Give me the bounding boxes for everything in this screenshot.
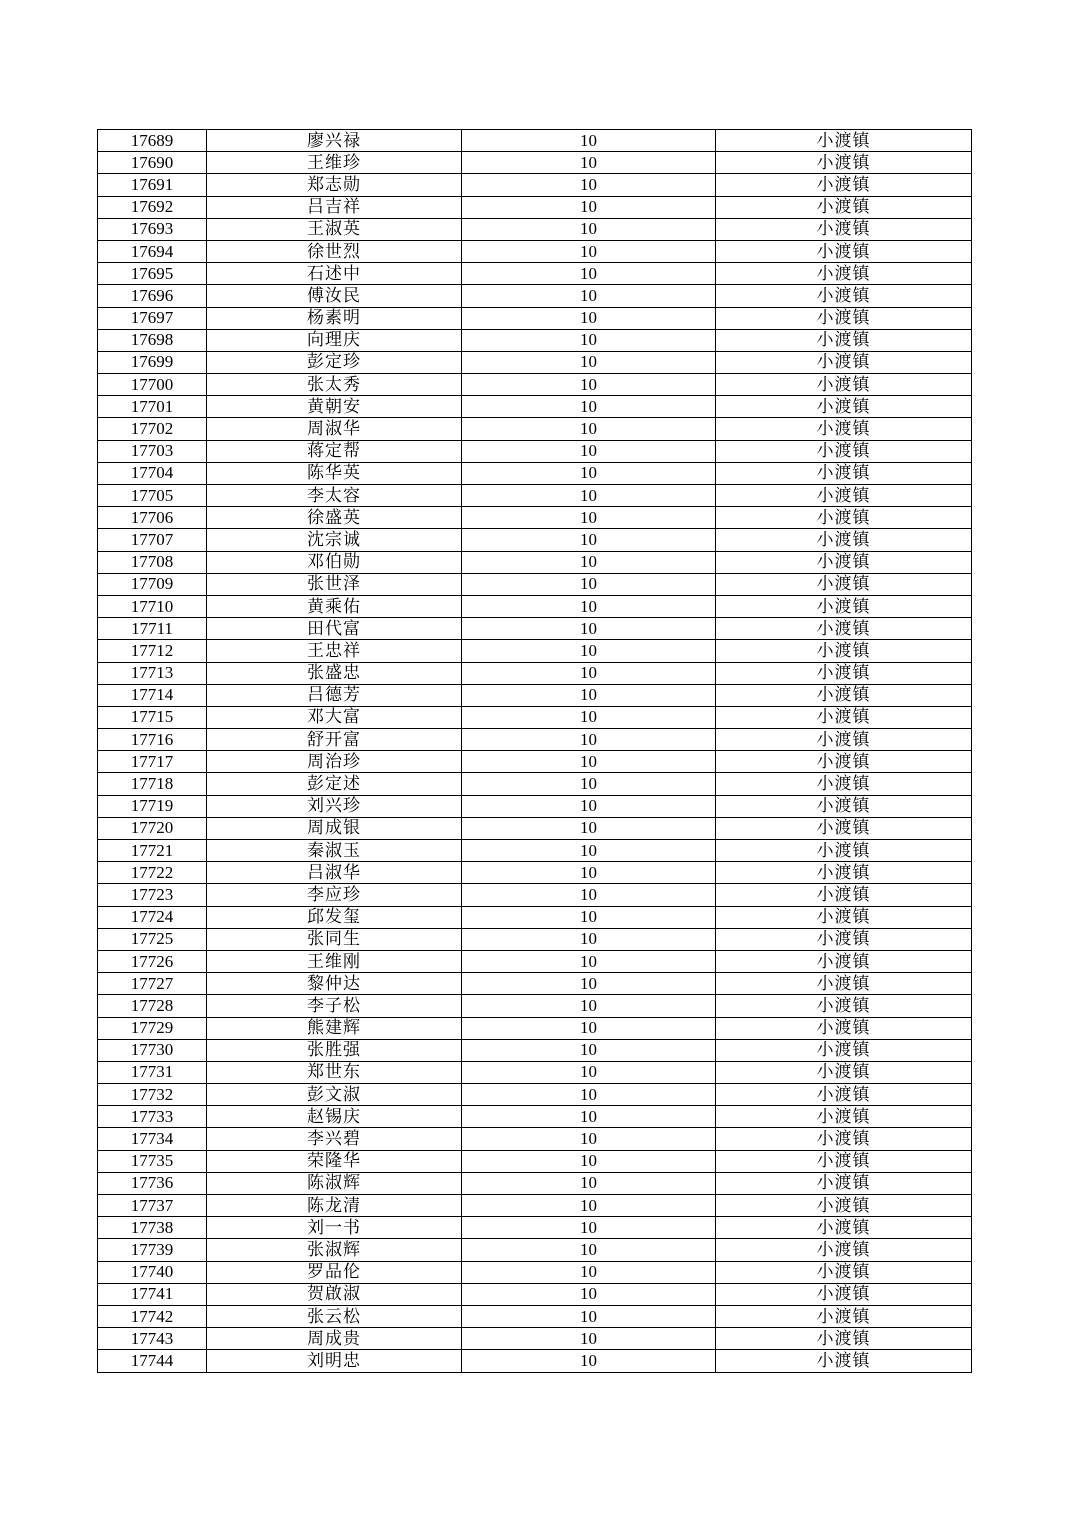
- serial-number-cell: 17709: [98, 573, 207, 595]
- town-cell: 小渡镇: [716, 485, 972, 507]
- serial-number-cell: 17734: [98, 1128, 207, 1150]
- town-cell: 小渡镇: [716, 240, 972, 262]
- person-name-cell: 贺啟淑: [207, 1283, 462, 1305]
- amount-cell: 10: [462, 573, 716, 595]
- amount-cell: 10: [462, 973, 716, 995]
- town-cell: 小渡镇: [716, 973, 972, 995]
- town-cell: 小渡镇: [716, 418, 972, 440]
- amount-cell: 10: [462, 1039, 716, 1061]
- serial-number-cell: 17727: [98, 973, 207, 995]
- table-row: [98, 884, 972, 906]
- table-row: [98, 1106, 972, 1128]
- serial-number-cell: 17738: [98, 1217, 207, 1239]
- person-name-cell: 陈龙清: [207, 1195, 462, 1217]
- person-name-cell: 周成银: [207, 817, 462, 839]
- town-cell: 小渡镇: [716, 684, 972, 706]
- table-row: [98, 374, 972, 396]
- town-cell: 小渡镇: [716, 440, 972, 462]
- amount-cell: 10: [462, 995, 716, 1017]
- table-row: [98, 573, 972, 595]
- table-row: [98, 263, 972, 285]
- table-row: [98, 329, 972, 351]
- person-name-cell: 黄朝安: [207, 396, 462, 418]
- table-row: [98, 1283, 972, 1305]
- table-row: [98, 507, 972, 529]
- town-cell: 小渡镇: [716, 1039, 972, 1061]
- town-cell: 小渡镇: [716, 862, 972, 884]
- serial-number-cell: 17700: [98, 374, 207, 396]
- serial-number-cell: 17712: [98, 640, 207, 662]
- amount-cell: 10: [462, 1106, 716, 1128]
- town-cell: 小渡镇: [716, 507, 972, 529]
- person-name-cell: 罗品伦: [207, 1261, 462, 1283]
- amount-cell: 10: [462, 462, 716, 484]
- serial-number-cell: 17696: [98, 285, 207, 307]
- amount-cell: 10: [462, 950, 716, 972]
- table-row: [98, 285, 972, 307]
- person-name-cell: 张胜强: [207, 1039, 462, 1061]
- serial-number-cell: 17701: [98, 396, 207, 418]
- town-cell: 小渡镇: [716, 751, 972, 773]
- serial-number-cell: 17737: [98, 1195, 207, 1217]
- serial-number-cell: 17740: [98, 1261, 207, 1283]
- person-name-cell: 黄乘佑: [207, 595, 462, 617]
- town-cell: 小渡镇: [716, 1261, 972, 1283]
- table-row: [98, 618, 972, 640]
- person-name-cell: 刘兴珍: [207, 795, 462, 817]
- table-row: [98, 1084, 972, 1106]
- person-name-cell: 田代富: [207, 618, 462, 640]
- town-cell: 小渡镇: [716, 1195, 972, 1217]
- table-row: [98, 418, 972, 440]
- table-row: [98, 995, 972, 1017]
- person-name-cell: 吕淑华: [207, 862, 462, 884]
- town-cell: 小渡镇: [716, 551, 972, 573]
- table-row: [98, 706, 972, 728]
- town-cell: 小渡镇: [716, 840, 972, 862]
- serial-number-cell: 17741: [98, 1283, 207, 1305]
- town-cell: 小渡镇: [716, 640, 972, 662]
- person-name-cell: 荣隆华: [207, 1150, 462, 1172]
- person-name-cell: 石述中: [207, 263, 462, 285]
- table-row: [98, 130, 972, 152]
- town-cell: 小渡镇: [716, 152, 972, 174]
- amount-cell: 10: [462, 485, 716, 507]
- amount-cell: 10: [462, 1305, 716, 1327]
- table-row: [98, 551, 972, 573]
- serial-number-cell: 17707: [98, 529, 207, 551]
- amount-cell: 10: [462, 374, 716, 396]
- table-row: [98, 1150, 972, 1172]
- town-cell: 小渡镇: [716, 729, 972, 751]
- table-row: [98, 1195, 972, 1217]
- serial-number-cell: 17744: [98, 1350, 207, 1372]
- person-name-cell: 彭定珍: [207, 351, 462, 373]
- roster-table: [97, 129, 972, 1373]
- serial-number-cell: 17722: [98, 862, 207, 884]
- serial-number-cell: 17698: [98, 329, 207, 351]
- amount-cell: 10: [462, 440, 716, 462]
- table-row: [98, 795, 972, 817]
- table-row: [98, 307, 972, 329]
- person-name-cell: 秦淑玉: [207, 840, 462, 862]
- serial-number-cell: 17742: [98, 1305, 207, 1327]
- person-name-cell: 邱发玺: [207, 906, 462, 928]
- amount-cell: 10: [462, 862, 716, 884]
- person-name-cell: 郑世东: [207, 1061, 462, 1083]
- amount-cell: 10: [462, 884, 716, 906]
- person-name-cell: 刘一书: [207, 1217, 462, 1239]
- town-cell: 小渡镇: [716, 374, 972, 396]
- amount-cell: 10: [462, 285, 716, 307]
- person-name-cell: 陈华英: [207, 462, 462, 484]
- person-name-cell: 吕吉祥: [207, 196, 462, 218]
- serial-number-cell: 17715: [98, 706, 207, 728]
- town-cell: 小渡镇: [716, 1128, 972, 1150]
- town-cell: 小渡镇: [716, 595, 972, 617]
- person-name-cell: 张世泽: [207, 573, 462, 595]
- serial-number-cell: 17689: [98, 130, 207, 152]
- town-cell: 小渡镇: [716, 928, 972, 950]
- roster-sheet: [97, 129, 971, 1373]
- town-cell: 小渡镇: [716, 1017, 972, 1039]
- town-cell: 小渡镇: [716, 1283, 972, 1305]
- amount-cell: 10: [462, 906, 716, 928]
- serial-number-cell: 17719: [98, 795, 207, 817]
- serial-number-cell: 17732: [98, 1084, 207, 1106]
- table-row: [98, 1017, 972, 1039]
- amount-cell: 10: [462, 1128, 716, 1150]
- amount-cell: 10: [462, 1084, 716, 1106]
- amount-cell: 10: [462, 1239, 716, 1261]
- town-cell: 小渡镇: [716, 462, 972, 484]
- amount-cell: 10: [462, 684, 716, 706]
- person-name-cell: 李太容: [207, 485, 462, 507]
- town-cell: 小渡镇: [716, 1350, 972, 1372]
- table-row: [98, 595, 972, 617]
- amount-cell: 10: [462, 507, 716, 529]
- town-cell: 小渡镇: [716, 285, 972, 307]
- person-name-cell: 周淑华: [207, 418, 462, 440]
- amount-cell: 10: [462, 729, 716, 751]
- table-row: [98, 684, 972, 706]
- serial-number-cell: 17710: [98, 595, 207, 617]
- town-cell: 小渡镇: [716, 950, 972, 972]
- person-name-cell: 吕德芳: [207, 684, 462, 706]
- serial-number-cell: 17729: [98, 1017, 207, 1039]
- amount-cell: 10: [462, 662, 716, 684]
- amount-cell: 10: [462, 551, 716, 573]
- serial-number-cell: 17739: [98, 1239, 207, 1261]
- amount-cell: 10: [462, 307, 716, 329]
- serial-number-cell: 17728: [98, 995, 207, 1017]
- amount-cell: 10: [462, 1195, 716, 1217]
- serial-number-cell: 17736: [98, 1172, 207, 1194]
- serial-number-cell: 17733: [98, 1106, 207, 1128]
- table-row: [98, 485, 972, 507]
- table-row: [98, 174, 972, 196]
- person-name-cell: 邓大富: [207, 706, 462, 728]
- town-cell: 小渡镇: [716, 529, 972, 551]
- town-cell: 小渡镇: [716, 1305, 972, 1327]
- person-name-cell: 王淑英: [207, 218, 462, 240]
- person-name-cell: 王维刚: [207, 950, 462, 972]
- serial-number-cell: 17718: [98, 773, 207, 795]
- person-name-cell: 彭定述: [207, 773, 462, 795]
- amount-cell: 10: [462, 928, 716, 950]
- town-cell: 小渡镇: [716, 130, 972, 152]
- amount-cell: 10: [462, 396, 716, 418]
- town-cell: 小渡镇: [716, 196, 972, 218]
- amount-cell: 10: [462, 130, 716, 152]
- serial-number-cell: 17714: [98, 684, 207, 706]
- amount-cell: 10: [462, 1017, 716, 1039]
- amount-cell: 10: [462, 706, 716, 728]
- table-row: [98, 1217, 972, 1239]
- serial-number-cell: 17735: [98, 1150, 207, 1172]
- person-name-cell: 周治珍: [207, 751, 462, 773]
- person-name-cell: 沈宗诚: [207, 529, 462, 551]
- serial-number-cell: 17724: [98, 906, 207, 928]
- roster-body: [98, 130, 972, 1373]
- serial-number-cell: 17692: [98, 196, 207, 218]
- serial-number-cell: 17711: [98, 618, 207, 640]
- amount-cell: 10: [462, 1261, 716, 1283]
- town-cell: 小渡镇: [716, 1106, 972, 1128]
- amount-cell: 10: [462, 795, 716, 817]
- person-name-cell: 李兴碧: [207, 1128, 462, 1150]
- table-row: [98, 396, 972, 418]
- person-name-cell: 张同生: [207, 928, 462, 950]
- person-name-cell: 赵锡庆: [207, 1106, 462, 1128]
- serial-number-cell: 17726: [98, 950, 207, 972]
- table-row: [98, 1061, 972, 1083]
- person-name-cell: 李应珍: [207, 884, 462, 906]
- serial-number-cell: 17743: [98, 1328, 207, 1350]
- town-cell: 小渡镇: [716, 662, 972, 684]
- serial-number-cell: 17699: [98, 351, 207, 373]
- serial-number-cell: 17708: [98, 551, 207, 573]
- person-name-cell: 张淑辉: [207, 1239, 462, 1261]
- serial-number-cell: 17717: [98, 751, 207, 773]
- amount-cell: 10: [462, 1172, 716, 1194]
- serial-number-cell: 17713: [98, 662, 207, 684]
- town-cell: 小渡镇: [716, 1150, 972, 1172]
- amount-cell: 10: [462, 1283, 716, 1305]
- serial-number-cell: 17694: [98, 240, 207, 262]
- table-row: [98, 906, 972, 928]
- serial-number-cell: 17695: [98, 263, 207, 285]
- person-name-cell: 舒开富: [207, 729, 462, 751]
- amount-cell: 10: [462, 773, 716, 795]
- table-row: [98, 662, 972, 684]
- town-cell: 小渡镇: [716, 329, 972, 351]
- person-name-cell: 廖兴禄: [207, 130, 462, 152]
- table-row: [98, 640, 972, 662]
- town-cell: 小渡镇: [716, 906, 972, 928]
- person-name-cell: 杨素明: [207, 307, 462, 329]
- amount-cell: 10: [462, 174, 716, 196]
- town-cell: 小渡镇: [716, 884, 972, 906]
- serial-number-cell: 17702: [98, 418, 207, 440]
- amount-cell: 10: [462, 1350, 716, 1372]
- person-name-cell: 邓伯勋: [207, 551, 462, 573]
- table-row: [98, 1239, 972, 1261]
- town-cell: 小渡镇: [716, 573, 972, 595]
- person-name-cell: 徐世烈: [207, 240, 462, 262]
- serial-number-cell: 17704: [98, 462, 207, 484]
- town-cell: 小渡镇: [716, 773, 972, 795]
- amount-cell: 10: [462, 618, 716, 640]
- amount-cell: 10: [462, 529, 716, 551]
- table-row: [98, 862, 972, 884]
- table-row: [98, 928, 972, 950]
- amount-cell: 10: [462, 840, 716, 862]
- amount-cell: 10: [462, 1061, 716, 1083]
- table-row: [98, 1328, 972, 1350]
- amount-cell: 10: [462, 263, 716, 285]
- amount-cell: 10: [462, 751, 716, 773]
- serial-number-cell: 17703: [98, 440, 207, 462]
- table-row: [98, 196, 972, 218]
- person-name-cell: 徐盛英: [207, 507, 462, 529]
- person-name-cell: 彭文淑: [207, 1084, 462, 1106]
- town-cell: 小渡镇: [716, 1061, 972, 1083]
- person-name-cell: 傅汝民: [207, 285, 462, 307]
- town-cell: 小渡镇: [716, 218, 972, 240]
- town-cell: 小渡镇: [716, 706, 972, 728]
- amount-cell: 10: [462, 817, 716, 839]
- person-name-cell: 李子松: [207, 995, 462, 1017]
- serial-number-cell: 17720: [98, 817, 207, 839]
- table-row: [98, 817, 972, 839]
- amount-cell: 10: [462, 196, 716, 218]
- amount-cell: 10: [462, 640, 716, 662]
- person-name-cell: 陈淑辉: [207, 1172, 462, 1194]
- table-row: [98, 1305, 972, 1327]
- town-cell: 小渡镇: [716, 817, 972, 839]
- person-name-cell: 张太秀: [207, 374, 462, 396]
- town-cell: 小渡镇: [716, 618, 972, 640]
- town-cell: 小渡镇: [716, 263, 972, 285]
- table-row: [98, 462, 972, 484]
- table-row: [98, 1261, 972, 1283]
- table-row: [98, 1172, 972, 1194]
- amount-cell: 10: [462, 152, 716, 174]
- person-name-cell: 向理庆: [207, 329, 462, 351]
- serial-number-cell: 17693: [98, 218, 207, 240]
- person-name-cell: 刘明忠: [207, 1350, 462, 1372]
- person-name-cell: 蒋定帮: [207, 440, 462, 462]
- table-row: [98, 1350, 972, 1372]
- town-cell: 小渡镇: [716, 174, 972, 196]
- amount-cell: 10: [462, 1328, 716, 1350]
- person-name-cell: 王忠祥: [207, 640, 462, 662]
- table-row: [98, 440, 972, 462]
- town-cell: 小渡镇: [716, 795, 972, 817]
- person-name-cell: 张云松: [207, 1305, 462, 1327]
- amount-cell: 10: [462, 595, 716, 617]
- person-name-cell: 王维珍: [207, 152, 462, 174]
- table-row: [98, 351, 972, 373]
- town-cell: 小渡镇: [716, 1328, 972, 1350]
- amount-cell: 10: [462, 329, 716, 351]
- town-cell: 小渡镇: [716, 351, 972, 373]
- person-name-cell: 黎仲达: [207, 973, 462, 995]
- town-cell: 小渡镇: [716, 396, 972, 418]
- amount-cell: 10: [462, 218, 716, 240]
- serial-number-cell: 17721: [98, 840, 207, 862]
- table-row: [98, 773, 972, 795]
- serial-number-cell: 17697: [98, 307, 207, 329]
- table-row: [98, 973, 972, 995]
- table-row: [98, 950, 972, 972]
- person-name-cell: 周成贵: [207, 1328, 462, 1350]
- serial-number-cell: 17705: [98, 485, 207, 507]
- table-row: [98, 729, 972, 751]
- person-name-cell: 张盛忠: [207, 662, 462, 684]
- table-row: [98, 152, 972, 174]
- town-cell: 小渡镇: [716, 1084, 972, 1106]
- table-row: [98, 840, 972, 862]
- serial-number-cell: 17716: [98, 729, 207, 751]
- town-cell: 小渡镇: [716, 1217, 972, 1239]
- person-name-cell: 郑志勋: [207, 174, 462, 196]
- serial-number-cell: 17730: [98, 1039, 207, 1061]
- serial-number-cell: 17723: [98, 884, 207, 906]
- serial-number-cell: 17690: [98, 152, 207, 174]
- serial-number-cell: 17725: [98, 928, 207, 950]
- table-row: [98, 529, 972, 551]
- table-row: [98, 1128, 972, 1150]
- person-name-cell: 熊建辉: [207, 1017, 462, 1039]
- town-cell: 小渡镇: [716, 995, 972, 1017]
- town-cell: 小渡镇: [716, 1172, 972, 1194]
- serial-number-cell: 17691: [98, 174, 207, 196]
- town-cell: 小渡镇: [716, 1239, 972, 1261]
- table-row: [98, 240, 972, 262]
- table-row: [98, 218, 972, 240]
- serial-number-cell: 17731: [98, 1061, 207, 1083]
- amount-cell: 10: [462, 351, 716, 373]
- amount-cell: 10: [462, 418, 716, 440]
- amount-cell: 10: [462, 1150, 716, 1172]
- table-row: [98, 1039, 972, 1061]
- town-cell: 小渡镇: [716, 307, 972, 329]
- amount-cell: 10: [462, 240, 716, 262]
- amount-cell: 10: [462, 1217, 716, 1239]
- serial-number-cell: 17706: [98, 507, 207, 529]
- table-row: [98, 751, 972, 773]
